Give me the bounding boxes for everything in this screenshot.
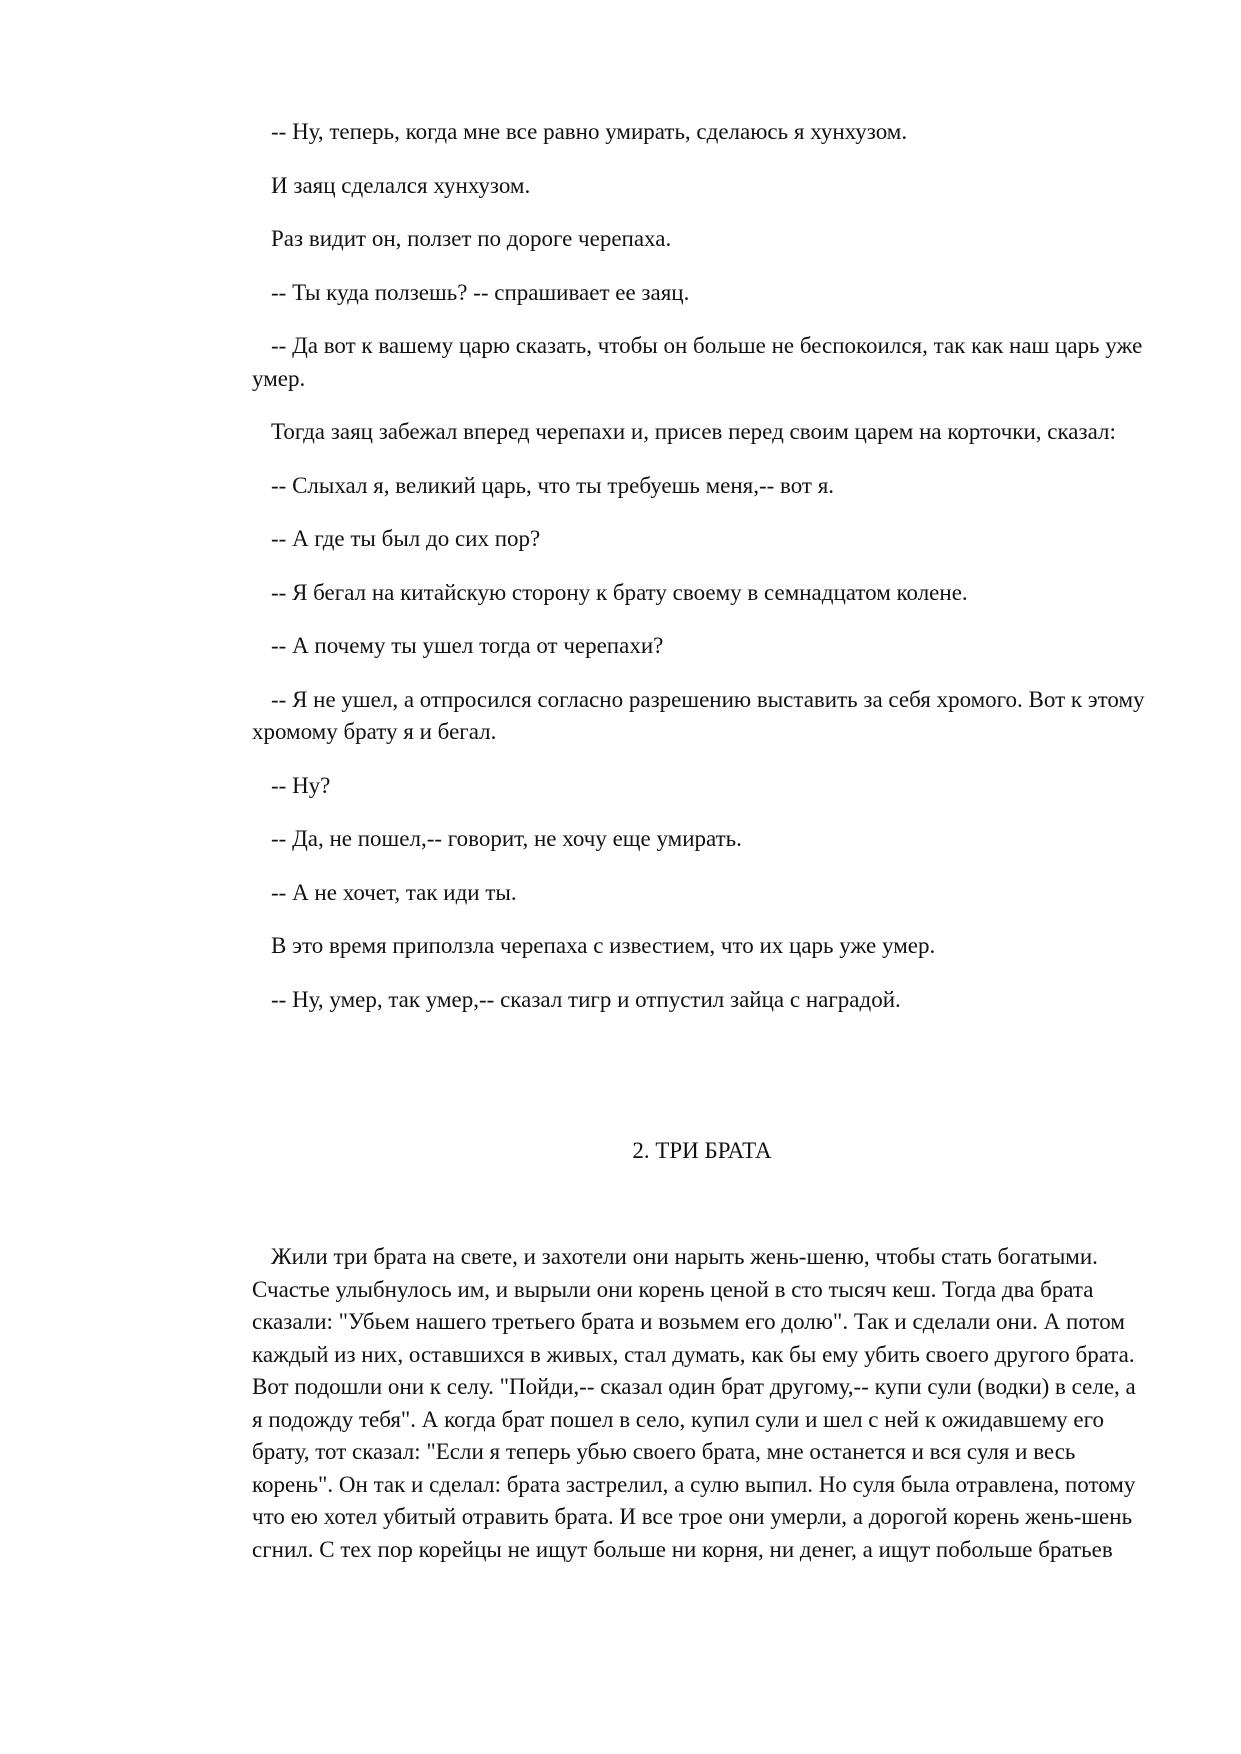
paragraph: -- Я не ушел, а отпросился согласно разрешению выставить за себя хромого. Вот к этому хромому брату я и бегал.	[252, 686, 1145, 744]
paragraph: -- Да, не пошел,-- говорит, не хочу еще умирать.	[271, 826, 742, 851]
paragraph: -- Слыхал я, великий царь, что ты требуешь меня,-- вот я.	[271, 472, 835, 498]
paragraph: Раз видит он, ползет по дороге черепаха.	[271, 226, 672, 251]
paragraph: Тогда заяц забежал вперед черепахи и, присев перед своим царем на корточки, сказал:	[271, 419, 1116, 444]
paragraph: -- Ну, теперь, когда мне все равно умирать, сделаюсь я хунхузом.	[271, 119, 908, 144]
paragraph: -- Да вот к вашему царю сказать, чтобы он больше не беспокоился, так как наш царь уже умер.	[252, 333, 1143, 391]
paragraph: -- Ну?	[271, 772, 331, 798]
dialogue-section	[252, 116, 1152, 1037]
paragraph: -- Ну, умер, так умер,-- сказал тигр и отпустил зайца с наградой.	[271, 986, 901, 1012]
paragraph: Жили три брата на свете, и захотели они нарыть жень-шеню, чтобы стать богатыми. Счастье улыбнулось им, и вырыли они корень ценой в сто тысяч кеш. Тогда два брата сказали: "Убьем нашего третьего брата и возьмем его долю". Так и сделали они. А потом каждый из них, оставшихся в живых, стал думать, как бы ему убить своего другого брата. Вот подошли они к селу. "Пойди,-- сказал один брат другому,-- купи сули (водки) в селе, а я подожду тебя". А когда брат пошел в село, купил сули и шел с ней к ожидавшему его брату, тот сказал: "Если я теперь убью своего брата, мне останется и вся суля и весь корень". Он так и сделал: брата застрелил, а сулю выпил. Но суля была отравлена, потому что ею хотел убитый отравить брата. И все трое они умерли, а дорогой корень жень-шень сгнил. С тех пор корейцы не ищут больше ни корня, ни денег, а ищут побольше братьев	[252, 1244, 1136, 1562]
story-section	[252, 1241, 1152, 1587]
paragraph: И заяц сделался хунхузом.	[271, 172, 531, 198]
paragraph: -- Ты куда ползешь? -- спрашивает ее заяц.	[271, 279, 690, 305]
paragraph: -- А почему ты ушел тогда от черепахи?	[271, 633, 664, 658]
section-heading: 2. ТРИ БРАТА	[632, 1138, 772, 1163]
paragraph: -- А не хочет, так иди ты.	[271, 879, 517, 905]
paragraph: -- Я бегал на китайскую сторону к брату своему в семнадцатом колене.	[271, 579, 968, 605]
paragraph: В это время приползла черепаха с известием, что их царь уже умер.	[271, 933, 936, 958]
paragraph: -- А где ты был до сих пор?	[271, 526, 541, 551]
